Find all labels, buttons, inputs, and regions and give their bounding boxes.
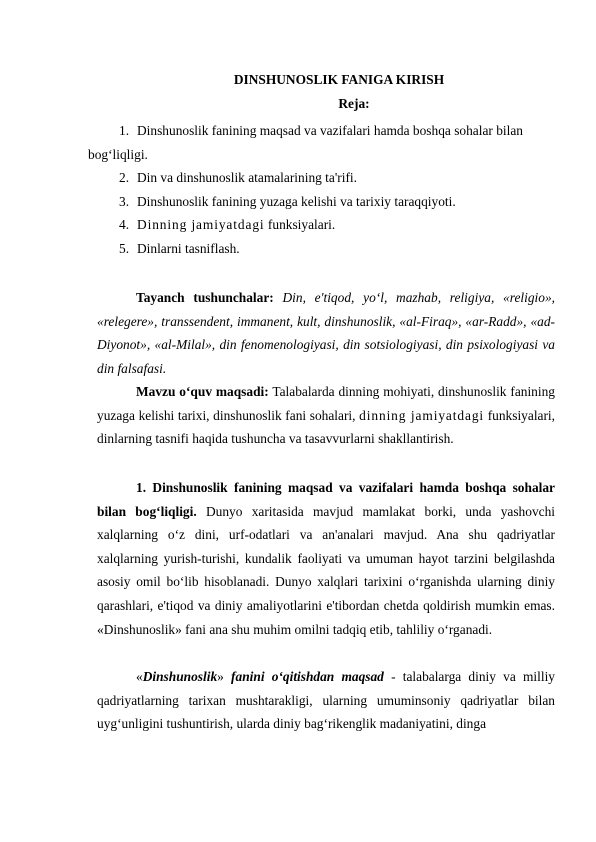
plan-item-text: funksiyalari. [264,217,336,232]
plan-item-3 [97,190,557,214]
document-title: DINSHUNOSLIK FANIGA KIRISH [233,72,445,87]
key-terms-paragraph [97,286,555,380]
plan-item-text: Dinshunoslik fanining maqsad va vazifalari hamda boshqa sohalar bilan [137,123,523,138]
section-1-paragraph [97,476,555,641]
plan-item-text-continued: bog‘liqligi. [88,146,148,162]
plan-item-text: Dinshunoslik fanining yuzaga kelishi va tarixiy taraqqiyoti. [137,193,456,209]
goal-text-spaced: dinning jamiyatdagi [359,407,485,423]
plan-item-number: 3. [119,193,130,209]
plan-list [88,119,557,260]
plan-item-1 [88,119,557,166]
goal-of-teaching-paragraph [97,665,555,736]
goal-text: Talabalarda dinning mohiyati, dinshunoslik fanining yuzaga kelishi tarixi, dinshunoslik fani sohalari, [97,384,555,423]
key-terms-label: Tayanch tushunchalar: [136,290,274,305]
plan-item-2 [97,166,557,190]
goal-label: Mavzu o‘quv maqsadi: [136,384,269,399]
teaching-goal-phrase: fanini o‘qitishdan maqsad [223,669,384,684]
plan-item-number: 5. [119,240,130,256]
teaching-goal-text: - talabalarga diniy va milliy qadriyatlarning tarixan mushtarakligi, ularning umuminsoniy qadriyatlar bilan uyg‘unligini tushuntirish, ularda diniy bag‘rikenglik madaniyatini, dinga [97,669,556,732]
section-1-text: Dunyo xaritasida mavjud mamlakat borki, unda yashovchi xalqlarning o‘z dini, urf-odatlari va an'analari mavjud. Ana shu qadriyatlar xalqlarning yurish-turishi, kundalik faoliyati va umuman hayot tarzini belgilashda asosiy omil bo‘lib hisoblanadi. Dunyo xalqlari tarixini o‘rganishda ularning diniy qarashlari, e'tiqod va diniy amaliyotlarini e'tibordan chetda qoldirish mumkin emas. «Dinshunoslik» fani ana shu muhim omilni tadqiq etib, tahliliy o‘rganadi. [97,503,555,637]
plan-item-number: 2. [119,170,130,185]
plan-item-text: Dinlarni tasniflash. [137,240,240,256]
plan-heading: Reja: [338,96,370,111]
plan-item-text-spaced: Dinning jamiyatdagi [137,217,265,232]
open-quote: « [136,669,143,684]
plan-item-number: 4. [119,217,130,232]
plan-item-number: 1. [119,123,130,138]
goal-paragraph [97,380,555,451]
plan-item-text: Din va dinshunoslik atamalarining ta'rifi. [137,170,357,185]
goal-text-end: funksiyalari, dinlarning tasnifi haqida tushuncha va tasavvurlarni shakllantirish. [97,407,556,447]
plan-item-4 [97,213,557,237]
key-terms-text: Din, e'tiqod, yo‘l, mazhab, religiya, «religio», «relegere», transsendent, immanent, kult, dinshunoslik, «al-Firaq», «ar-Radd», «ad-Diyonot», «al-Milal», din fenomenologiyasi, din sotsiologiyasi, din psixologiyasi va din falsafasi. [97,290,555,376]
close-quote: » [217,669,224,684]
subject-term: Dinshunoslik [142,669,218,684]
plan-item-5 [97,237,557,261]
section-1-heading: 1. Dinshunoslik fanining maqsad va vazifalari hamda boshqa sohalar bilan bog‘liqligi. [97,480,555,519]
